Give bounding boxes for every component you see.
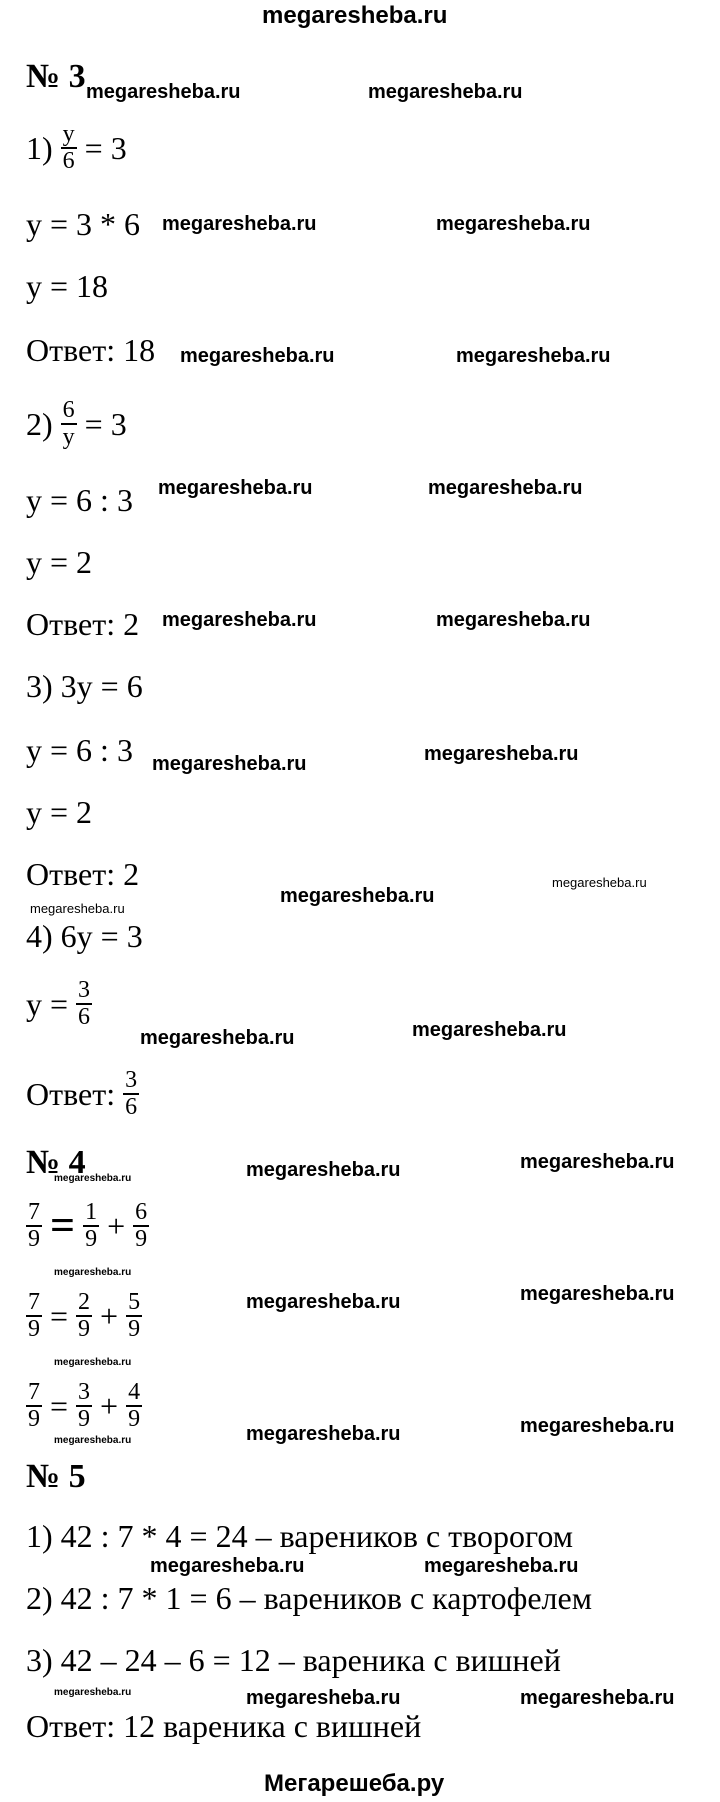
task5-line-3: 3) 42 – 24 – 6 = 12 – вареника с вишней <box>26 1642 561 1678</box>
fraction <box>26 1380 42 1432</box>
fraction-numerator: 1 <box>83 1200 99 1227</box>
fraction-denominator: 9 <box>28 1226 40 1253</box>
watermark: megaresheba.ru <box>520 1415 675 1437</box>
task3-p4-answer-fraction <box>123 1068 139 1120</box>
fraction-numerator: 7 <box>26 1380 42 1407</box>
fraction-numerator: 4 <box>126 1380 142 1407</box>
watermark: megaresheba.ru <box>54 1267 132 1278</box>
watermark: megaresheba.ru <box>162 213 317 235</box>
watermark: megaresheba.ru <box>520 1283 675 1305</box>
watermark: megaresheba.ru <box>456 345 611 367</box>
fraction <box>133 1200 149 1252</box>
plus-sign: + <box>107 1208 126 1245</box>
fraction-denominator: 6 <box>62 148 75 175</box>
task4-row-1 <box>26 1200 149 1252</box>
fraction-numerator: 6 <box>133 1200 149 1227</box>
watermark: megaresheba.ru <box>412 1019 567 1041</box>
watermark: megaresheba.ru <box>54 1435 132 1446</box>
fraction-denominator: 9 <box>78 1316 91 1343</box>
fraction-numerator: 3 <box>76 978 92 1005</box>
task3-p1-equation <box>26 122 127 174</box>
watermark: megaresheba.ru <box>246 1159 401 1181</box>
task5-line-1: 1) 42 : 7 * 4 = 24 – вареников с творогом <box>26 1518 574 1554</box>
task3-p1-rhs: = 3 <box>84 130 127 167</box>
watermark: megaresheba.ru <box>30 901 125 916</box>
watermark: megaresheba.ru <box>520 1687 675 1709</box>
task3-p2-fraction <box>61 398 77 450</box>
watermark: megaresheba.ru <box>436 213 591 235</box>
watermark: megaresheba.ru <box>152 753 307 775</box>
fraction-denominator: 9 <box>128 1406 141 1433</box>
watermark: megaresheba.ru <box>162 609 317 631</box>
task3-p1-answer: Ответ: 18 <box>26 332 156 368</box>
task3-p3-equation: 3) 3y = 6 <box>26 668 143 704</box>
watermark: megaresheba.ru <box>436 609 591 631</box>
fraction-numerator: 7 <box>26 1200 42 1227</box>
watermark: megaresheba.ru <box>54 1357 132 1368</box>
fraction-denominator: 9 <box>85 1226 98 1253</box>
fraction <box>76 1290 92 1342</box>
task3-p2-rhs: = 3 <box>84 406 127 443</box>
fraction-denominator: 6 <box>78 1004 91 1031</box>
fraction-denominator: 6 <box>125 1094 138 1121</box>
task5-answer: Ответ: 12 вареника с вишней <box>26 1708 422 1744</box>
equals-sign: = <box>50 1201 76 1251</box>
fraction-numerator: 3 <box>123 1068 139 1095</box>
watermark: megaresheba.ru <box>280 885 435 907</box>
watermark: megaresheba.ru <box>54 1687 132 1698</box>
fraction <box>126 1380 142 1432</box>
task3-p4-equation: 4) 6y = 3 <box>26 918 143 954</box>
fraction <box>83 1200 99 1252</box>
task3-p1-step1: y = 3 * 6 <box>26 206 141 242</box>
fraction-numerator: 7 <box>26 1290 42 1317</box>
task3-p1-step2: y = 18 <box>26 268 109 304</box>
task3-title: № 3 <box>26 58 86 95</box>
task5-title: № 5 <box>26 1458 86 1495</box>
watermark: megaresheba.ru <box>158 477 313 499</box>
watermark: megaresheba.ru <box>552 875 647 890</box>
watermark: megaresheba.ru <box>424 1555 579 1577</box>
fraction <box>26 1200 42 1252</box>
task4-title: № 4 <box>26 1144 86 1181</box>
task3-p2-label: 2) <box>26 406 53 443</box>
watermark: megaresheba.ru <box>86 81 241 103</box>
task3-p4-fraction <box>76 978 92 1030</box>
task3-p4-step <box>26 978 92 1030</box>
watermark: megaresheba.ru <box>246 1687 401 1709</box>
task3-p1-fraction <box>61 122 77 174</box>
fraction-denominator: 9 <box>28 1406 40 1433</box>
site-header: megaresheba.ru <box>262 2 448 29</box>
task4-row-3 <box>26 1380 142 1432</box>
fraction-numerator: 5 <box>126 1290 142 1317</box>
task3-p2-step2: y = 2 <box>26 544 93 580</box>
fraction-denominator: 9 <box>135 1226 148 1253</box>
equals-sign: = <box>50 1388 69 1425</box>
task4-row-2 <box>26 1290 142 1342</box>
task3-p1-label: 1) <box>26 130 53 167</box>
fraction-numerator: 6 <box>61 398 77 425</box>
watermark: megaresheba.ru <box>54 1173 132 1184</box>
fraction <box>76 1380 92 1432</box>
fraction-numerator: 2 <box>76 1290 92 1317</box>
fraction <box>126 1290 142 1342</box>
task3-p4-answer <box>26 1068 139 1120</box>
task3-p3-step1: y = 6 : 3 <box>26 732 133 768</box>
watermark: megaresheba.ru <box>428 477 583 499</box>
plus-sign: + <box>100 1298 119 1335</box>
equals-sign: = <box>50 1298 69 1335</box>
watermark: megaresheba.ru <box>150 1555 305 1577</box>
task3-p3-step2: y = 2 <box>26 794 93 830</box>
fraction-denominator: 9 <box>128 1316 141 1343</box>
watermark: megaresheba.ru <box>246 1291 401 1313</box>
fraction <box>26 1290 42 1342</box>
task3-p2-step1: y = 6 : 3 <box>26 482 133 518</box>
watermark: megaresheba.ru <box>520 1151 675 1173</box>
task5-line-2: 2) 42 : 7 * 1 = 6 – вареников с картофелем <box>26 1580 592 1616</box>
fraction-numerator: y <box>61 122 77 149</box>
fraction-numerator: 3 <box>76 1380 92 1407</box>
watermark: megaresheba.ru <box>368 81 523 103</box>
plus-sign: + <box>100 1388 119 1425</box>
task3-p3-answer: Ответ: 2 <box>26 856 140 892</box>
site-footer: Мегарешеба.ру <box>264 1770 445 1797</box>
watermark: megaresheba.ru <box>140 1027 295 1049</box>
watermark: megaresheba.ru <box>246 1423 401 1445</box>
fraction-denominator: 9 <box>28 1316 40 1343</box>
task3-p2-answer: Ответ: 2 <box>26 606 140 642</box>
watermark: megaresheba.ru <box>180 345 335 367</box>
fraction-denominator: y <box>62 424 75 451</box>
task3-p2-equation <box>26 398 127 450</box>
watermark: megaresheba.ru <box>424 743 579 765</box>
task3-p4-step-lhs: y = <box>26 986 69 1023</box>
task3-p4-answer-label: Ответ: <box>26 1076 116 1113</box>
fraction-denominator: 9 <box>78 1406 91 1433</box>
